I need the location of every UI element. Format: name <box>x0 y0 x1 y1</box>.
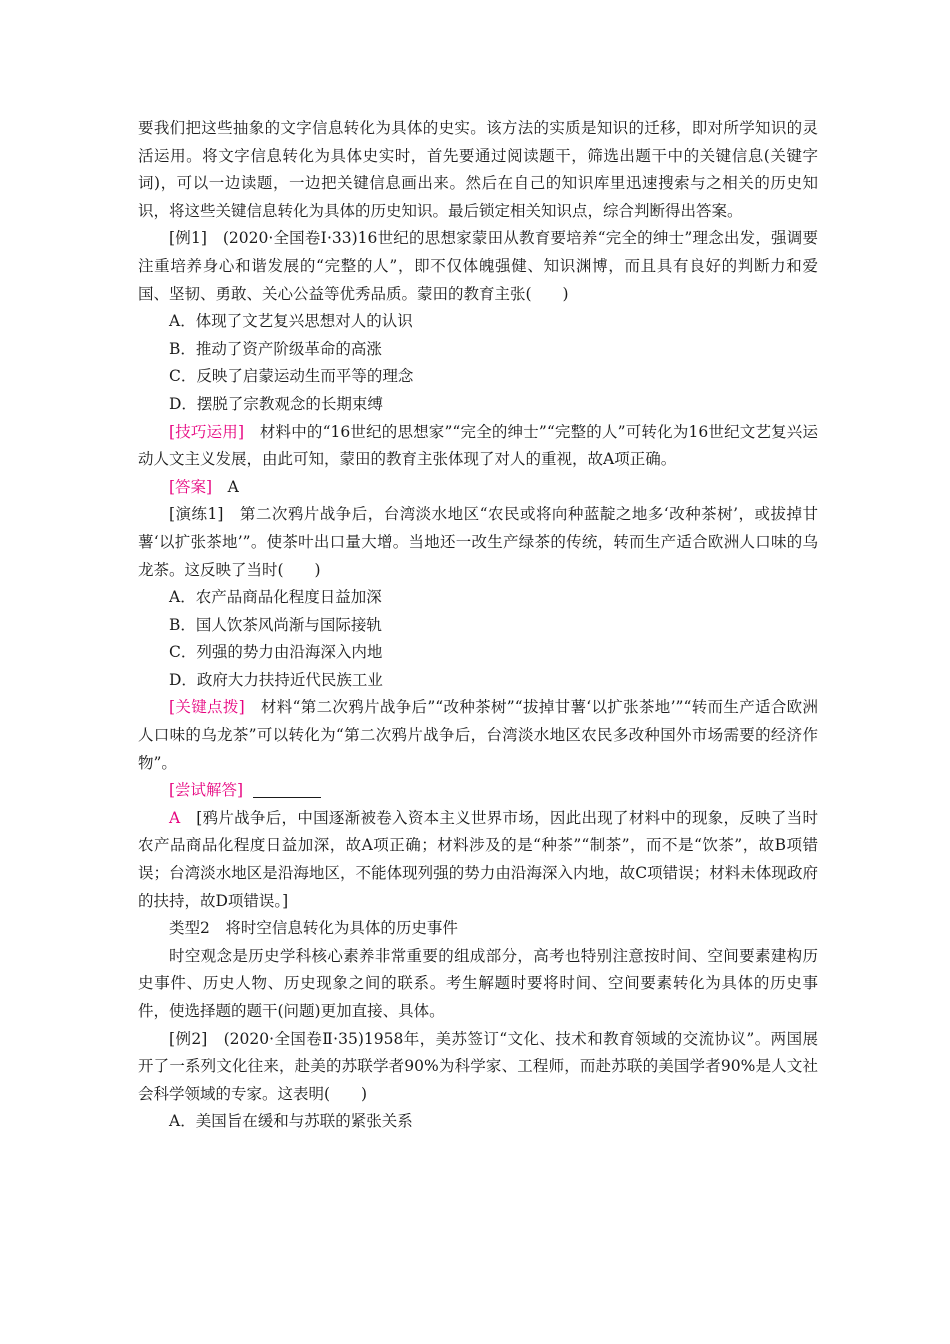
drill1-stem: [演练1] 第二次鸦片战争后，台湾淡水地区“农民或将向种蓝靛之地多‘改种茶树’，或拔掉甘薯‘以扩张茶地’”。使茶叶出口量大增。当地还一改生产绿茶的传统，转而生产适合欧洲人口味的乌龙茶。这反映了当时( ) <box>138 505 819 579</box>
drill1-key <box>138 694 818 777</box>
example1-option-a: A．体现了文艺复兴思想对人的认识 <box>169 312 413 331</box>
example1-answer <box>138 474 818 502</box>
document-page <box>138 115 818 1136</box>
drill1-explanation <box>138 805 818 915</box>
drill1-option-a: A．农产品商品化程度日益加深 <box>169 588 382 607</box>
key-text: 材料“第二次鸦片战争后”“改种茶树”“拔掉甘薯‘以扩张茶地’”“转而生产适合欧洲人口味的乌龙茶”可以转化为“第二次鸦片战争后，台湾淡水地区农民多改种国外市场需要的经济作物”。 <box>138 698 818 772</box>
drill1-try <box>138 777 818 805</box>
type2-heading: 类型2 将时空信息转化为具体的历史事件 <box>169 919 458 938</box>
drill1-option-c: C．列强的势力由沿海深入内地 <box>169 643 383 662</box>
example2-option-a: A．美国旨在缓和与苏联的紧张关系 <box>169 1112 413 1131</box>
skill-tag: [技巧运用] <box>169 422 244 441</box>
example1-stem: [例1] (2020·全国卷Ⅰ·33)16世纪的思想家蒙田从教育要培养“完全的绅士”理念出发，强调要注重培养身心和谐发展的“完整的人”，即不仅体魄强健、知识渊博，而且具有良好的判断力和爱国、坚韧、勇敢、关心公益等优秀品质。蒙田的教育主张( ) <box>138 229 818 303</box>
answer-tag: [答案] <box>169 477 213 496</box>
answer-blank <box>253 781 321 798</box>
key-tag: [关键点拨] <box>169 698 245 717</box>
example2-stem: [例2] (2020·全国卷Ⅱ·35)1958年，美苏签订“文化、技术和教育领域的交流协议”。两国展开了一系列文化往来，赴美的苏联学者90%为科学家、工程师，而赴苏联的美国学者90%是人文社会科学领域的专家。这表明( ) <box>138 1029 818 1103</box>
answer-letter: A <box>169 808 181 827</box>
skill-text: 材料中的“16世纪的思想家”“完全的绅士”“完整的人”可转化为16世纪文艺复兴运动人文主义发展，由此可知，蒙田的教育主张体现了对人的重视，故A项正确。 <box>138 422 818 469</box>
try-tag: [尝试解答] <box>169 781 244 800</box>
example1-option-c: C．反映了启蒙运动生而平等的理念 <box>169 367 414 386</box>
answer-text: A <box>212 477 239 496</box>
explanation-text: [鸦片战争后，中国逐渐被卷入资本主义世界市场，因此出现了材料中的现象，反映了当时农产品商品化程度日益加深，故A项正确；材料涉及的是“种茶”“制茶”，而不是“饮茶”，故B项错误；台湾淡水地区是沿海地区，不能体现列强的势力由沿海深入内地，故C项错误；材料未体现政府的扶持，故D项错误。] <box>138 808 818 910</box>
type2-text: 时空观念是历史学科核心素养非常重要的组成部分，高考也特别注意按时间、空间要素建构历史事件、历史人物、历史现象之间的联系。考生解题时要将时间、空间要素转化为具体的历史事件，使选择题的题干(问题)更加直接、具体。 <box>138 946 818 1020</box>
example1-option-b: B．推动了资产阶级革命的高涨 <box>169 339 382 358</box>
example1-skill <box>138 419 818 474</box>
intro-paragraph: 要我们把这些抽象的文字信息转化为具体的史实。该方法的实质是知识的迁移，即对所学知识的灵活运用。将文字信息转化为具体史实时，首先要通过阅读题干，筛选出题干中的关键信息(关键字词)，可以一边读题，一边把关键信息画出来。然后在自己的知识库里迅速搜索与之相关的历史知识，将这些关键信息转化为具体的历史知识。最后锁定相关知识点，综合判断得出答案。 <box>138 119 818 220</box>
drill1-option-d: D．政府大力扶持近代民族工业 <box>169 670 383 689</box>
example1-option-d: D．摆脱了宗教观念的长期束缚 <box>169 394 383 413</box>
drill1-option-b: B．国人饮茶风尚渐与国际接轨 <box>169 615 382 634</box>
